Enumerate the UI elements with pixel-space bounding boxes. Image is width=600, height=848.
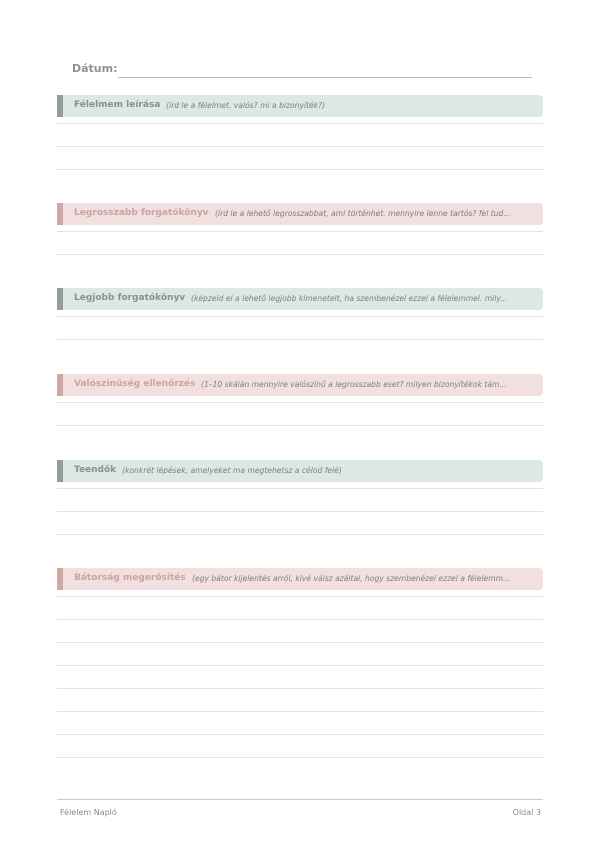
writing-line[interactable] xyxy=(57,316,543,317)
section-hint: (egy bátor kijelentés arról, kivé válsz azáltal, hogy szembenézel ezzel a félelemm... xyxy=(192,574,511,583)
section-accent-bar xyxy=(57,374,63,396)
section-hint: (1–10 skálán mennyire valószínű a legrosszabb eset? milyen bizonyítékok tám... xyxy=(201,380,507,389)
footer-divider xyxy=(57,799,543,800)
section-header xyxy=(57,288,543,310)
footer-title: Félelem Napló xyxy=(60,808,117,817)
section-hint: (írd le a félelmet. valós? mi a bizonyíték?) xyxy=(166,101,326,110)
writing-line[interactable] xyxy=(57,231,543,232)
writing-line[interactable] xyxy=(57,169,543,170)
section-hint: (képzeld el a lehető legjobb kimenetelt, ha szembenézel ezzel a félelemmel. mily... xyxy=(191,294,508,303)
section-best-case xyxy=(57,288,543,344)
section-hint: (konkrét lépések, amelyeket ma megtehetsz a célod felé) xyxy=(122,466,342,475)
writing-line[interactable] xyxy=(57,619,543,620)
writing-line[interactable] xyxy=(57,511,543,512)
date-row xyxy=(72,62,532,80)
section-probability-check xyxy=(57,374,543,430)
section-title: Legjobb forgatókönyv xyxy=(74,293,186,303)
section-courage-affirmation xyxy=(57,568,543,758)
writing-line[interactable] xyxy=(57,254,543,255)
section-worst-case xyxy=(57,203,543,259)
writing-line[interactable] xyxy=(57,596,543,597)
section-title: Teendők xyxy=(74,465,117,475)
writing-line[interactable] xyxy=(57,534,543,535)
section-title: Legrosszabb forgatókönyv xyxy=(74,208,209,218)
writing-line[interactable] xyxy=(57,688,543,689)
section-header xyxy=(57,95,543,117)
section-header xyxy=(57,460,543,482)
writing-line[interactable] xyxy=(57,123,543,124)
writing-line[interactable] xyxy=(57,425,543,426)
section-accent-bar xyxy=(57,203,63,225)
section-accent-bar xyxy=(57,460,63,482)
writing-line[interactable] xyxy=(57,642,543,643)
section-hint: (írd le a lehető legrosszabbat, ami történhet. mennyire lenne tartós? fel tud... xyxy=(215,209,511,218)
section-title: Félelmem leírása xyxy=(74,100,161,110)
writing-line[interactable] xyxy=(57,402,543,403)
section-action-items xyxy=(57,460,543,536)
writing-line[interactable] xyxy=(57,339,543,340)
section-fear-description xyxy=(57,95,543,171)
section-title: Valószínűség ellenőrzés xyxy=(74,379,196,389)
section-title: Bátorság megerősítés xyxy=(74,573,186,583)
section-header xyxy=(57,374,543,396)
section-header xyxy=(57,568,543,590)
writing-line[interactable] xyxy=(57,665,543,666)
date-label: Dátum: xyxy=(72,62,118,75)
section-accent-bar xyxy=(57,288,63,310)
writing-line[interactable] xyxy=(57,711,543,712)
section-header xyxy=(57,203,543,225)
writing-line[interactable] xyxy=(57,757,543,758)
writing-line[interactable] xyxy=(57,146,543,147)
page-number: Oldal 3 xyxy=(512,808,541,817)
date-input-line[interactable] xyxy=(118,77,532,78)
writing-line[interactable] xyxy=(57,734,543,735)
section-accent-bar xyxy=(57,568,63,590)
section-accent-bar xyxy=(57,95,63,117)
writing-line[interactable] xyxy=(57,488,543,489)
